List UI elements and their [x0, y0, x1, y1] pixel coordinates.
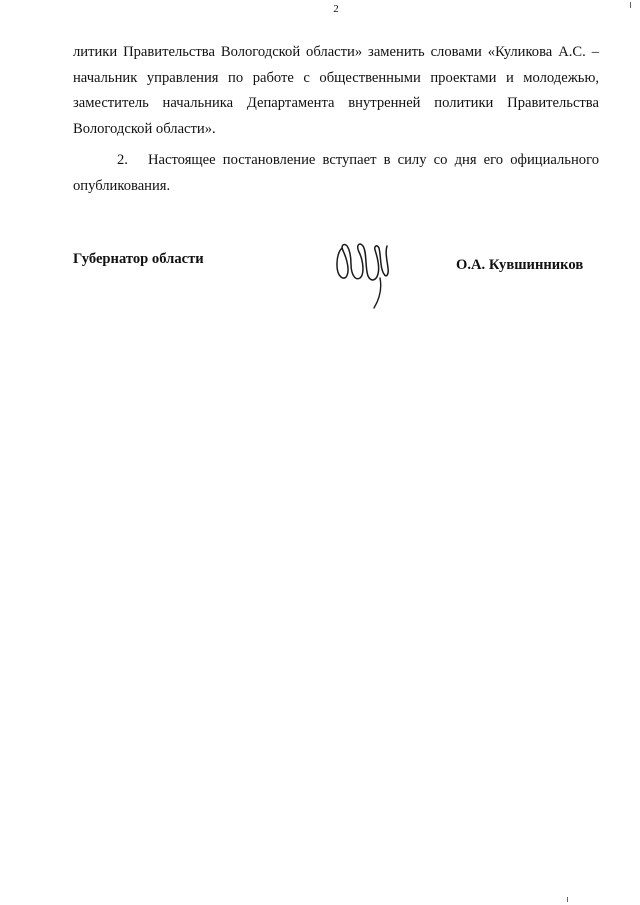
- scan-artifact: [567, 897, 568, 902]
- scan-artifact: [630, 2, 631, 8]
- paragraph-continuation: литики Правительства Вологодской области» заменить словами «Куликова А.С. – начальник управления по работе с общественными проектами и молодежью, заместитель начальника Департамента внутренней политики Правительства Вологодской области».: [73, 44, 599, 137]
- document-body: [73, 40, 599, 199]
- page-number: 2: [333, 3, 339, 15]
- item-number: 2.: [117, 152, 128, 168]
- paragraph-item-2: [73, 148, 599, 199]
- item-text: Настоящее постановление вступает в силу со дня его официального опубликования.: [73, 152, 599, 194]
- handwritten-signature: [332, 238, 402, 310]
- signer-title: Губернатор области: [73, 251, 204, 267]
- signer-name: О.А. Кувшинников: [456, 257, 584, 273]
